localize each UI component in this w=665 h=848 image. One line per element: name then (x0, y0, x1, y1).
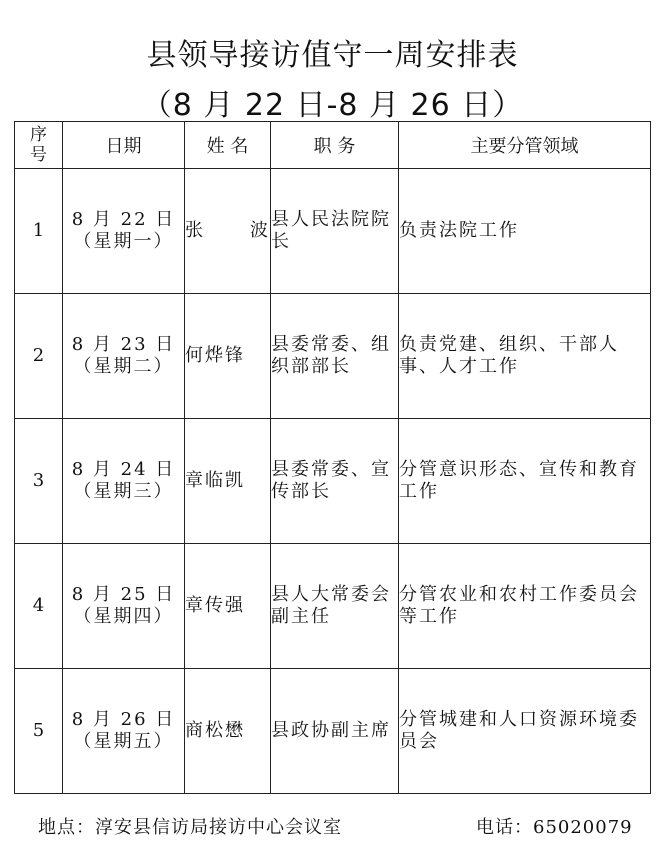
row-date (63, 544, 185, 669)
header-position: 职 务 (271, 122, 399, 169)
header-date: 日期 (63, 122, 185, 169)
row-date (63, 169, 185, 294)
row-date-weekday: （星期一） (73, 231, 174, 252)
row-date-day: 8 月 22 日 (71, 209, 176, 230)
header-seq: 序 号 (15, 122, 63, 169)
row-name-part: 波 (250, 220, 268, 241)
row-field: 分管农业和农村工作委员会等工作 (399, 544, 651, 669)
table-header-row (15, 122, 651, 169)
row-date (63, 669, 185, 794)
row-position: 县委常委、组织部部长 (271, 294, 399, 419)
duty-schedule-table (14, 121, 651, 794)
row-name: 商松懋 (185, 669, 271, 794)
table-row (15, 169, 651, 294)
row-position: 县委常委、宣传部长 (271, 419, 399, 544)
row-date-weekday: （星期四） (73, 606, 174, 627)
row-field: 分管意识形态、宣传和教育工作 (399, 419, 651, 544)
row-date-day: 8 月 24 日 (71, 459, 176, 480)
contact-phone: 电话：65020079 (476, 817, 633, 838)
row-date-day: 8 月 26 日 (71, 709, 176, 730)
row-date-day: 8 月 23 日 (71, 334, 176, 355)
header-name: 姓 名 (185, 122, 271, 169)
row-field: 负责法院工作 (399, 169, 651, 294)
table-row (15, 544, 651, 669)
row-date-weekday: （星期三） (73, 481, 174, 502)
row-date (63, 419, 185, 544)
row-name (185, 169, 271, 294)
header-field: 主要分管领域 (399, 122, 651, 169)
table-row (15, 669, 651, 794)
row-position: 县人大常委会副主任 (271, 544, 399, 669)
row-date-day: 8 月 25 日 (71, 584, 176, 605)
row-position: 县政协副主席 (271, 669, 399, 794)
row-position: 县人民法院院长 (271, 169, 399, 294)
table-row (15, 294, 651, 419)
meeting-location: 地点：淳安县信访局接访中心会议室 (38, 817, 342, 838)
row-seq: 3 (15, 419, 63, 544)
row-seq: 2 (15, 294, 63, 419)
document-title: 县领导接访值守一周安排表 (146, 38, 519, 73)
row-field: 分管城建和人口资源环境委员会 (399, 669, 651, 794)
date-range-subtitle: （8 月 22 日-8 月 26 日） (141, 88, 524, 123)
row-seq: 4 (15, 544, 63, 669)
row-date-weekday: （星期二） (73, 356, 174, 377)
table-row (15, 419, 651, 544)
row-name: 章传强 (185, 544, 271, 669)
row-name: 何烨锋 (185, 294, 271, 419)
row-date (63, 294, 185, 419)
row-name: 章临凯 (185, 419, 271, 544)
row-date-weekday: （星期五） (73, 731, 174, 752)
row-field: 负责党建、组织、干部人事、人才工作 (399, 294, 651, 419)
row-seq: 5 (15, 669, 63, 794)
row-name-part: 张 (185, 220, 203, 241)
row-seq: 1 (15, 169, 63, 294)
